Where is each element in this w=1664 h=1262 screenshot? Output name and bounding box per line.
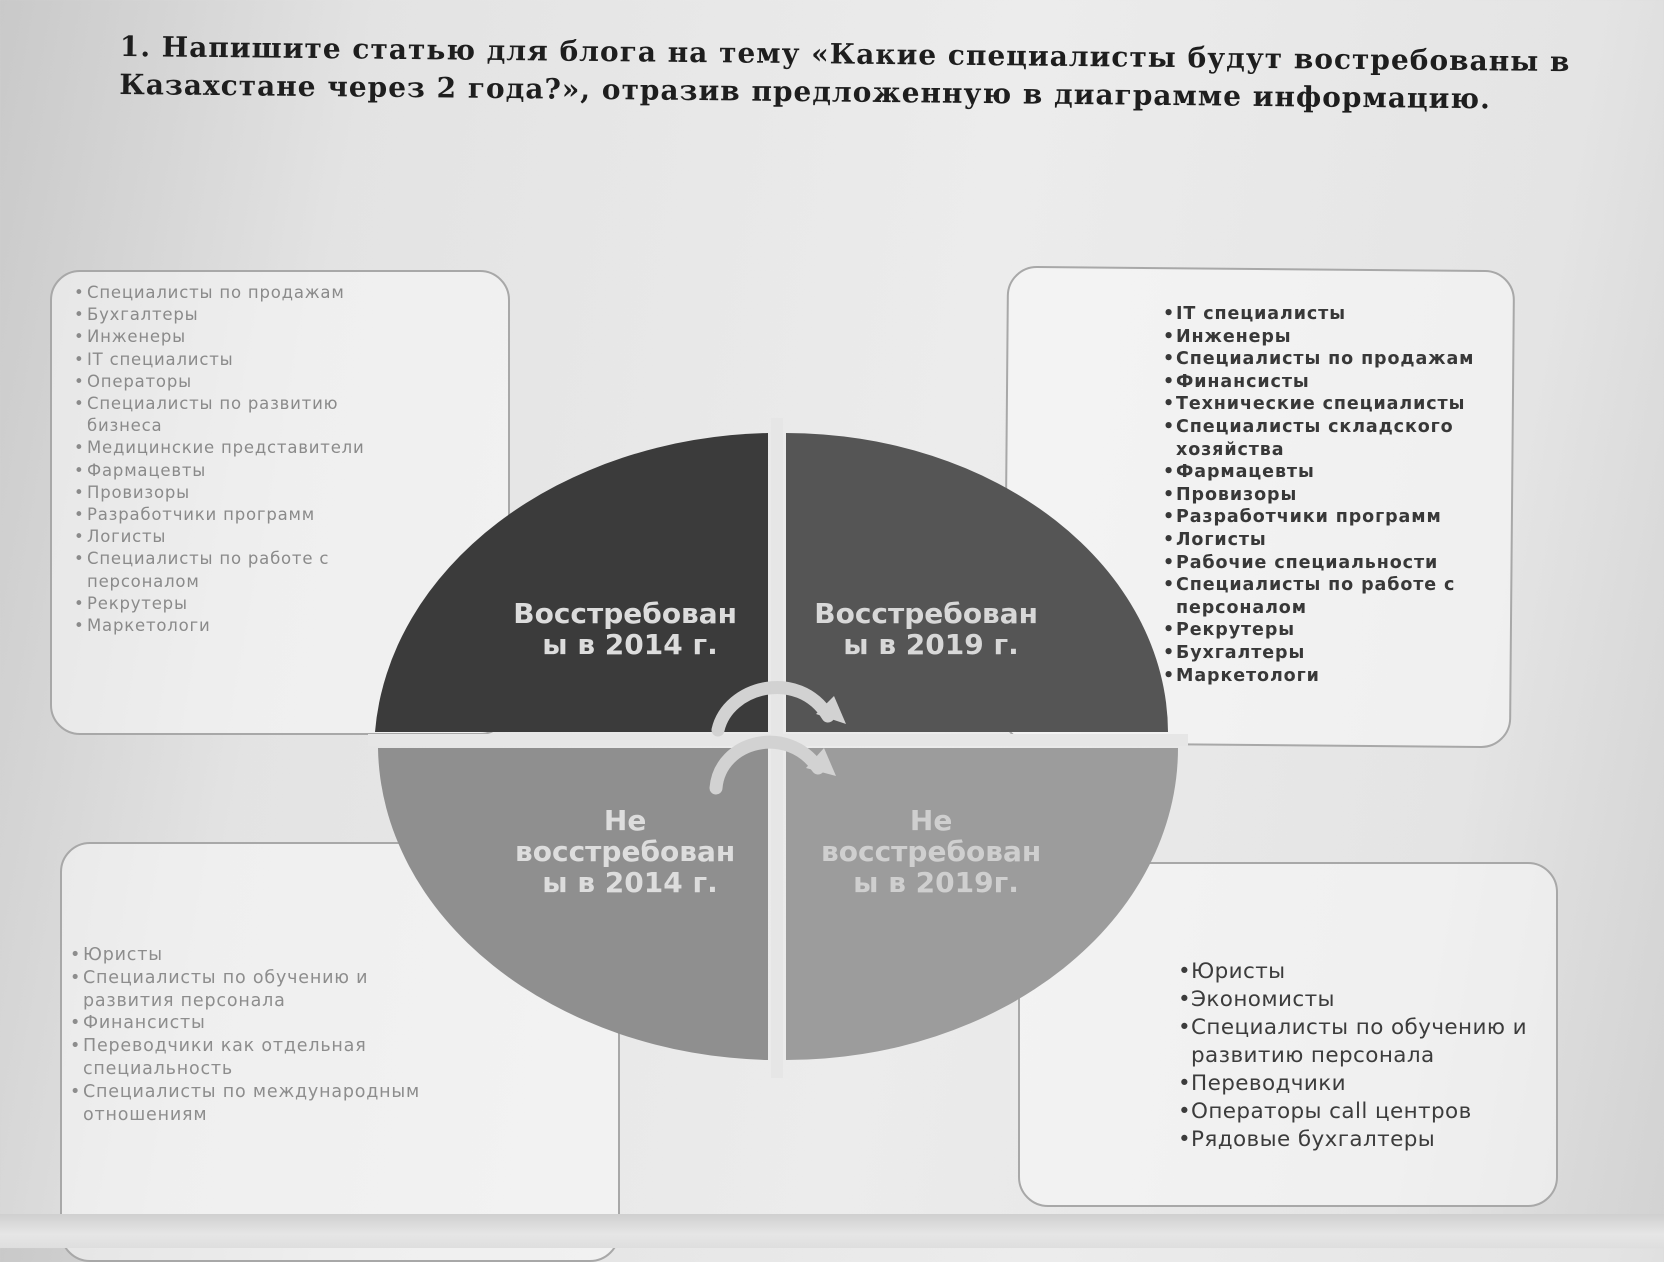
list-item: • Рядовые бухгалтеры	[1178, 1126, 1538, 1154]
label-demanded-2019-line2: ы в 2019 г.	[843, 628, 1019, 661]
list-item: • Операторы	[74, 371, 394, 393]
segment-demanded-2014	[375, 433, 768, 732]
label-not-demanded-2019-line3: ы в 2019г.	[853, 866, 1019, 899]
list-item: • IT специалисты	[74, 349, 394, 371]
list-item: • Маркетологи	[74, 615, 394, 637]
list-item: • Специалисты по обучению и развития персонала	[70, 967, 430, 1013]
list-item: • Провизоры	[1163, 484, 1503, 507]
page-bottom-edge	[0, 1214, 1664, 1248]
svg-text:Восстребован ы в 2014 г.	[513, 597, 747, 661]
list-not-demanded-2019	[1178, 958, 1538, 1154]
list-item: • Рекрутеры	[74, 593, 394, 615]
list-item: • Специалисты по продажам	[1163, 348, 1503, 371]
label-demanded-2014-line2: ы в 2014 г.	[542, 628, 718, 661]
list-item: • Специалисты по работе с персоналом	[74, 548, 394, 592]
list-item: • Технические специалисты	[1163, 393, 1503, 416]
list-item: • Юристы	[70, 944, 430, 967]
list-item: • Рабочие специальности	[1163, 552, 1503, 575]
label-not-demanded-2019-line2: восстребован	[821, 835, 1042, 868]
list-item: • Бухгалтеры	[74, 304, 394, 326]
list-item: • IT специалисты	[1163, 303, 1503, 326]
label-demanded-2014-line1: Восстребован	[513, 597, 738, 630]
list-item: • Разработчики программ	[1163, 506, 1503, 529]
task-line-2: Казахстане через 2 года?», отразив предложенную в диаграмме информацию.	[119, 67, 1492, 116]
list-item: • Логисты	[74, 526, 394, 548]
list-item: • Финансисты	[70, 1012, 430, 1035]
svg-text:Восстребован ы в 2019 г.	[814, 597, 1048, 661]
list-item: • Экономисты	[1178, 986, 1538, 1014]
label-demanded-2019-line1: Восстребован	[814, 597, 1039, 630]
list-item: • Юристы	[1178, 958, 1538, 986]
list-item: • Медицинские представители	[74, 437, 394, 459]
list-item: • Разработчики программ	[74, 504, 394, 526]
label-not-demanded-2014-line3: ы в 2014 г.	[542, 866, 718, 899]
list-item: • Инженеры	[1163, 326, 1503, 349]
label-not-demanded-2014-line1: Не	[603, 804, 647, 837]
list-item: • Финансисты	[1163, 371, 1503, 394]
list-item: • Маркетологи	[1163, 665, 1503, 688]
list-item: • Специалисты по обучению и развитию персонала	[1178, 1014, 1538, 1070]
list-item: • Специалисты по работе с персоналом	[1163, 574, 1503, 619]
list-item: • Рекрутеры	[1163, 619, 1503, 642]
segment-demanded-2019	[786, 433, 1168, 732]
list-item: • Провизоры	[74, 482, 394, 504]
list-item: • Логисты	[1163, 529, 1503, 552]
list-item: • Специалисты складского хозяйства	[1163, 416, 1503, 461]
list-item: • Бухгалтеры	[1163, 642, 1503, 665]
list-item: • Специалисты по развитию бизнеса	[74, 393, 394, 437]
label-not-demanded-2014-line2: восстребован	[515, 835, 736, 868]
task-text	[119, 28, 1570, 119]
label-not-demanded-2019-line1: Не	[909, 804, 953, 837]
list-item: • Фармацевты	[1163, 461, 1503, 484]
list-demanded-2014	[74, 282, 394, 637]
list-item: • Инженеры	[74, 326, 394, 348]
list-item: • Фармацевты	[74, 460, 394, 482]
list-item: • Специалисты по международным отношениям	[70, 1081, 430, 1127]
list-item: • Переводчики	[1178, 1070, 1538, 1098]
list-item: • Переводчики как отдельная специальность	[70, 1035, 430, 1081]
list-item: • Операторы call центров	[1178, 1098, 1538, 1126]
list-demanded-2019	[1163, 303, 1503, 687]
quadrant-oval	[368, 418, 1188, 1078]
segment-not-demanded-2014	[378, 748, 768, 1060]
list-item: • Специалисты по продажам	[74, 282, 394, 304]
task-line-1: 1. Напишите статью для блога на тему «Какие специалисты будут востребованы в	[119, 29, 1571, 79]
segment-not-demanded-2019	[786, 748, 1178, 1060]
